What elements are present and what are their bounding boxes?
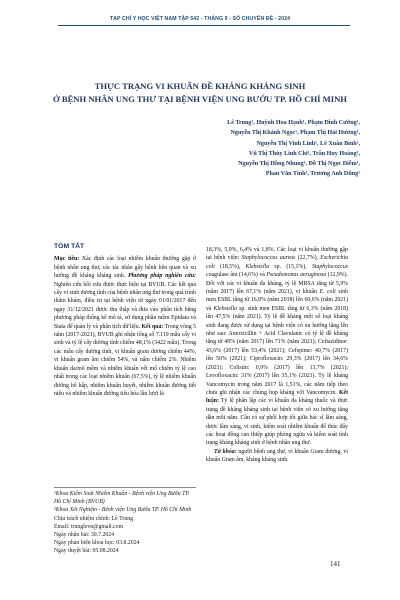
- abstract-heading: TÓM TẮT: [54, 243, 85, 250]
- abstract-body-right: [206, 246, 348, 448]
- corresponding-author: Chịu trách nhiệm chính: Lê Trung: [54, 515, 134, 522]
- title-line-2: Ở BỆNH NHÂN UNG THƯ TẠI BỆNH VIỆN UNG BƯỚU TP. HỒ CHÍ MINH: [53, 94, 347, 104]
- result-text: Trong vòng 5 năm (2017-2021), BVUB ghi nhận tổng số 7.119 mẫu cấy vi sinh và tỷ lệ cấy dương tính chiếm 48,1% (3422 mẫu). Trong các mẫu cấy dương tính, vi khuẩn gram dương chiếm 44%, vi khuẩn gram âm chiếm 54%, và nấm chiếm 2%. Nhiễm khuẩn da/mô mềm và nhiễm khuẩn vết mổ chiếm tỷ lệ cao nhất trong các loại nhiễm khuẩn (67,5%), tỷ lệ nhiễm khuẩn đường hô hấp, nhiễm khuẩn huyết, nhiễm khuẩn đường tiết niệu và nhiễm khuẩn đường tiêu hóa lần lượt là: [54, 323, 196, 397]
- journal-header: [0, 0, 400, 30]
- objective-label: Mục tiêu:: [54, 256, 80, 263]
- footnote-rule: [54, 487, 196, 488]
- date-received: Ngày nhận bài: 30.7.2024: [54, 532, 115, 539]
- date-accepted: Ngày duyệt bài: 05.08.2024: [54, 548, 119, 555]
- abstract-left-column: [54, 243, 196, 398]
- keywords: [206, 448, 348, 465]
- header-rule: [58, 25, 350, 26]
- abstract-right-column: [206, 246, 348, 465]
- author-line: Phan Văn Tính², Trương Anh Dũng²: [265, 171, 360, 178]
- result-continued: (18,5%),: [214, 263, 246, 270]
- affiliation-1: ¹Khoa Kiểm Soát Nhiễm Khuẩn - Bệnh viện Ung Bướu TP. Hồ Chí Minh (BVUB): [54, 491, 190, 506]
- author-line: Nguyễn Thị Khánh Ngọc¹, Phạm Thị Hải Hương¹,: [230, 130, 360, 137]
- page-number: 141: [330, 560, 341, 568]
- organism-name: Staphylococcus: [311, 263, 348, 270]
- result-continued: (12,9%). Đối với các vi khuẩn đa kháng, tỷ lệ MRSA tăng từ 5,9% (năm 2017) lên 67,1% (năm 2021), vi khuẩn: [206, 272, 348, 296]
- author-line: Vũ Thị Thùy Linh Chi¹, Trần Huy Hoàng¹,: [248, 150, 360, 157]
- method-label: Phương pháp nghiên cứu:: [128, 273, 196, 280]
- organism-name: Staphylococcus aureus: [241, 255, 296, 262]
- result-continued: coagulase âm (14,6%) và: [206, 272, 267, 279]
- conclusion-label: Kết luận:: [206, 389, 348, 405]
- author-line: Nguyễn Thị Vinh Linh¹, Lê Xuân Bình¹,: [256, 140, 360, 147]
- result-continued: sp. sinh men ESBL tăng từ 6,3% (năm 2018) lên 47,5% (năm 2021). Tỷ lệ đề kháng một số loại kháng sinh đang được sử dụng tại bệnh viện có xu hướng tăng lên như sau: Amoxicillin + Acid Clavulanic có tỷ lệ đề kháng tăng từ 49% (năm 2017) lên 71% (năm 2021); Ceftazidime: 43,6% (2017) lên 53,4% (2021); Cefepime: 40,7% (2017) lên 50% (2021); Ciprofloxacin: 29,3% (2017) lên 34,6% (2021); Colistin: 0,9% (2017) lên 13,7% (2021); Levofloxacin: 31% (2017) lên 35,1% (2021). Tỷ lệ kháng Vancomycin trong năm 2017 là 1,51%, các năm tiếp theo chưa ghi nhận các chủng họp kháng với Vancomycin.: [206, 305, 348, 396]
- result-continued: (22,7%),: [295, 255, 321, 262]
- organism-name: Escherichia coli: [206, 255, 348, 270]
- objective-text: Xác định các loại nhiễm khuẩn thường gặp ở bệnh nhân ung thư, các tác nhân gây bệnh liên quan và xu hướng đề kháng kháng sinh.: [54, 256, 196, 280]
- title-line-1: THỰC TRẠNG VI KHUẨN ĐỀ KHÁNG KHÁNG SINH: [94, 81, 306, 91]
- affiliation-2: ²Khoa Xét Nghiệm - Bệnh viện Ung Bướu TP. Hồ Chí Minh: [54, 507, 192, 514]
- result-continued: sinh men ESBL tăng từ 16,8% (năm 2018) lên 60,6% (năm 2021) và: [206, 289, 348, 312]
- keywords-text: người bệnh ung thư, vi khuẩn Gram dương, vi khuẩn Gram âm, kháng kháng sinh.: [206, 448, 348, 464]
- conclusion-text: Tỷ lệ phân lập các vi khuẩn đa kháng thuốc và thực trạng đề kháng kháng sinh tại bệnh viện có xu hướng tăng dần mỗi năm. Cần có sự phối hợp tốt giữa bác sĩ lâm sàng, dược lâm sàng, vi sinh, kiểm soát nhiễm khuẩn để thúc đẩy các hoạt động can thiệp giúp phòng ngừa và kiểm soát tình trạng kháng kháng sinh ở bệnh nhân ung thư.: [206, 398, 348, 447]
- method-text: Nghiên cứu hồi cứu được thực hiện tại BVUB. Các kết quả cấy vi sinh dương tính của bệnh nhân ung thư trong quá trình thăm khám, điều trị tại bệnh viện từ ngày 01/01/2017 đến ngày 31/12/2021 được thu thập và đưa vào phân tích bằng phương pháp thống kê mô tả, sử dụng phần mềm Epidata và Stata để quản lý và phân tích dữ liệu.: [54, 281, 197, 330]
- keywords-label: Từ khóa:: [214, 448, 237, 455]
- organism-name: E. coli: [319, 289, 336, 296]
- result-label: Kết quả:: [141, 323, 164, 330]
- journal-header-text: TẠP CHÍ Y HỌC VIỆT NAM TẬP 542 - THÁNG 9 - SỐ CHUYÊN ĐỀ - 2024: [109, 16, 291, 22]
- organism-name: Pseudomonas aeruginosa: [266, 272, 327, 279]
- author-list: [110, 118, 360, 180]
- footnotes: [54, 490, 196, 556]
- author-line: Nguyễn Thị Hồng Nhung¹, Đỗ Thị Ngọc Diễm¹,: [238, 161, 360, 168]
- article-title: [30, 80, 370, 106]
- organism-name: Klebsiella: [213, 305, 238, 312]
- date-reviewed: Ngày phản biện khoa học: 03.8.2024: [54, 540, 140, 547]
- result-continued: 18,3%, 5,9%, 6,4% và 1,8%. Các loại vi khuẩn thường gặp tại bệnh viện:: [206, 247, 348, 262]
- abstract-body-left: [54, 255, 196, 398]
- email: Email: trunglevn@gmail.com: [54, 523, 124, 530]
- result-continued: sp. (15,1%),: [269, 263, 312, 270]
- author-line: Lê Trung¹, Huỳnh Hoa Hạnh¹, Phạm Đình Cường¹,: [227, 120, 360, 126]
- organism-name: Klebsiella: [245, 263, 270, 270]
